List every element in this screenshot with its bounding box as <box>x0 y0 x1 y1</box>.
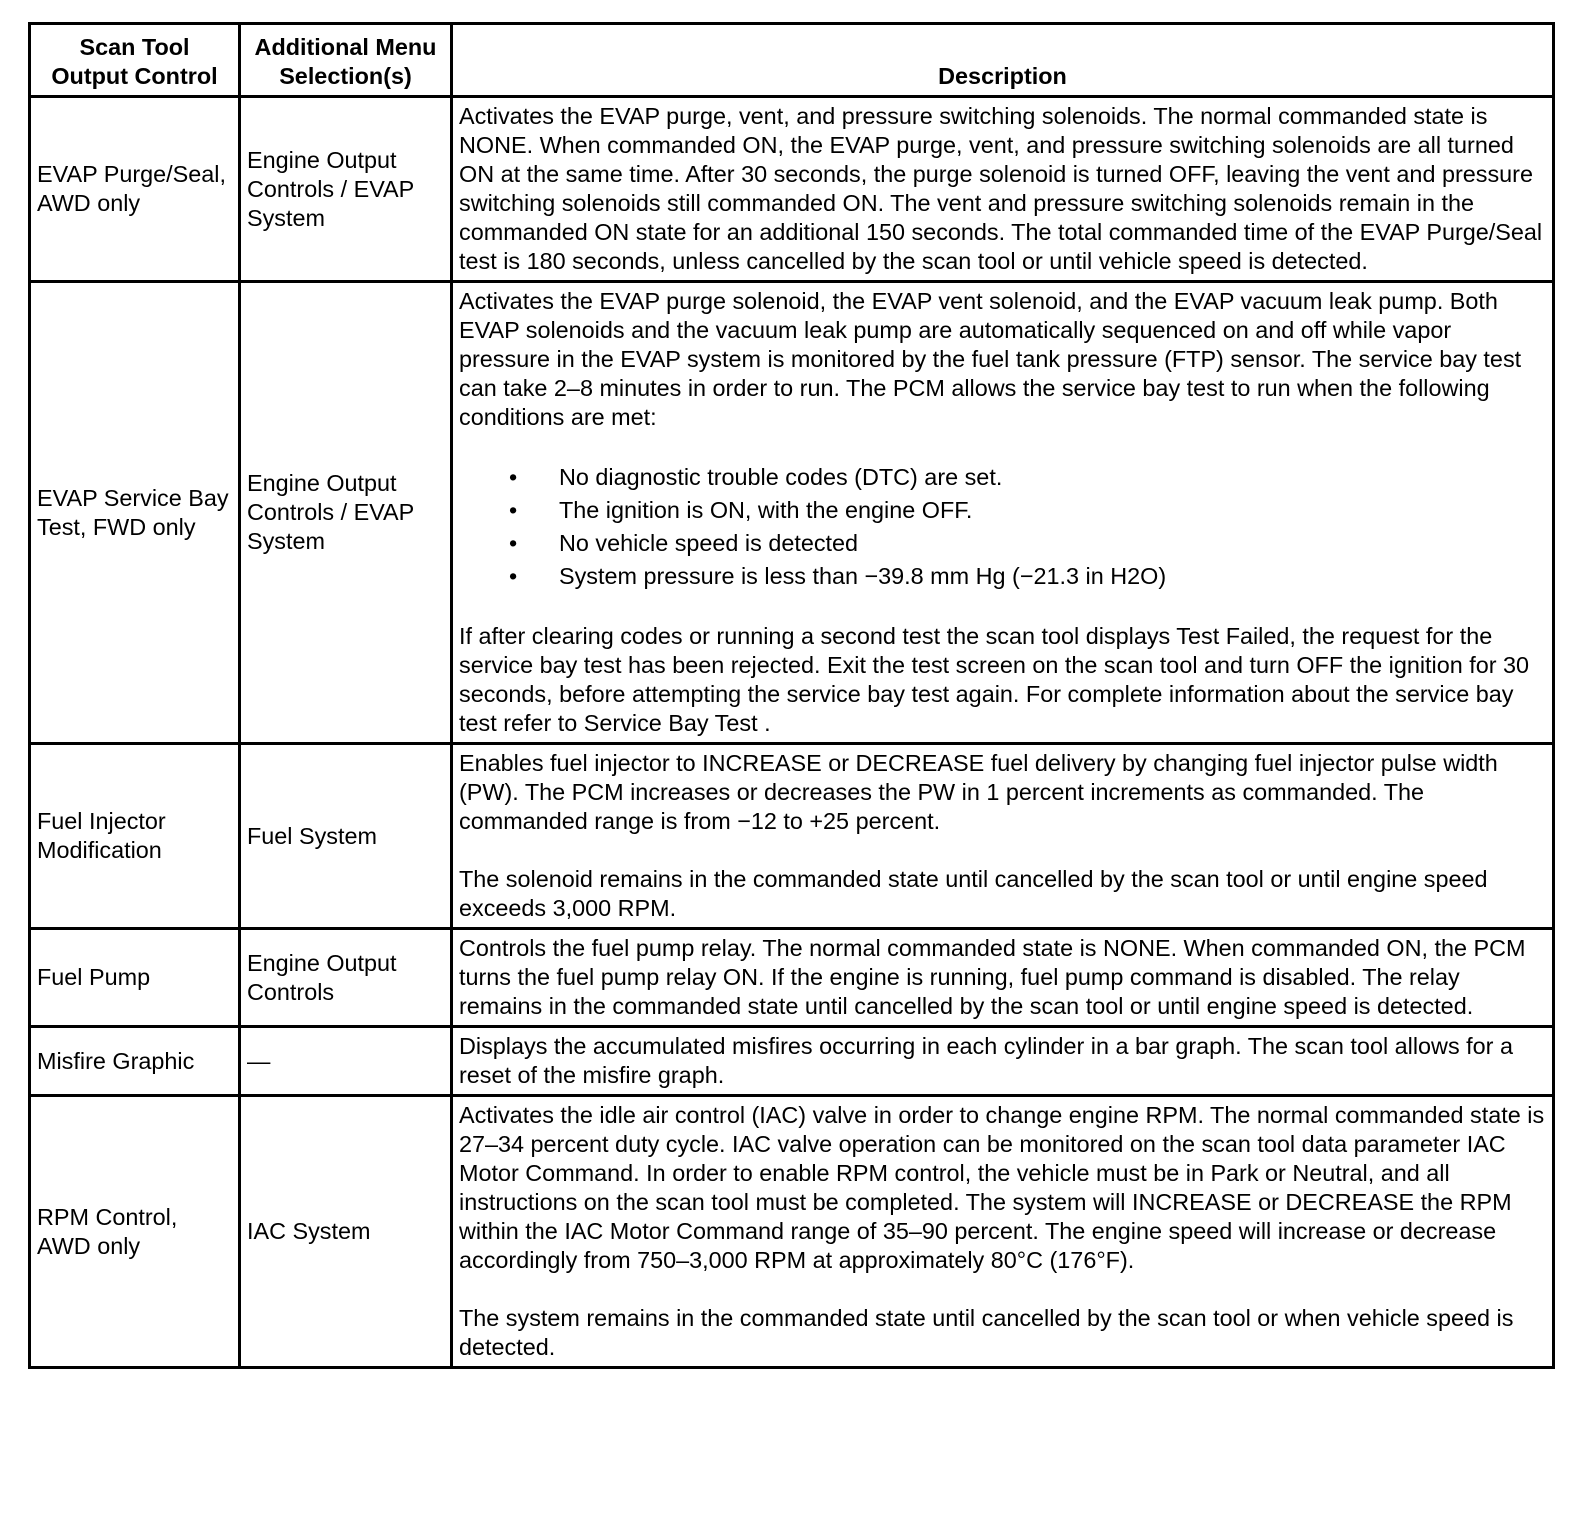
list-item <box>459 527 1547 560</box>
output-control-cell: Misfire Graphic <box>30 1027 240 1096</box>
bullet-icon: • <box>509 497 518 523</box>
description-paragraph: Displays the accumulated misfires occurring in each cylinder in a bar graph. The scan tool allows for a reset of the misfire graph. <box>459 1033 1513 1088</box>
bullet-icon: • <box>509 464 518 490</box>
description-cell <box>452 97 1554 282</box>
menu-selection-cell: Fuel System <box>240 744 452 929</box>
table-row <box>30 929 1554 1027</box>
header-scan-tool-output-control <box>30 24 240 97</box>
output-control-cell: EVAP Service Bay Test, FWD only <box>30 282 240 744</box>
menu-selection-cell: IAC System <box>240 1096 452 1368</box>
header-line: Description <box>938 63 1067 89</box>
table-row <box>30 282 1554 744</box>
menu-selection-cell: — <box>240 1027 452 1096</box>
description-cell <box>452 744 1554 929</box>
list-item <box>459 461 1547 494</box>
header-additional-menu-selections <box>240 24 452 97</box>
description-cell <box>452 929 1554 1027</box>
header-line: Output Control <box>51 63 218 89</box>
list-item <box>459 494 1547 527</box>
description-paragraph: Activates the EVAP purge, vent, and pressure switching solenoids. The normal commanded state is NONE. When commanded ON, the EVAP purge, vent, and pressure switching solenoids are all turned ON at the same time. After 30 seconds, the purge solenoid is turned OFF, leaving the vent and pressure switching solenoids still commanded ON. The vent and pressure switching solenoids remain in the commanded ON state for an additional 150 seconds. The total commanded time of the EVAP Purge/Seal test is 180 seconds, unless cancelled by the scan tool or until vehicle speed is detected. <box>459 103 1543 274</box>
menu-selection-cell: Engine Output Controls / EVAP System <box>240 97 452 282</box>
header-line: Additional Menu <box>254 34 437 60</box>
description-paragraph: The solenoid remains in the commanded state until cancelled by the scan tool or until engine speed exceeds 3,000 RPM. <box>459 866 1488 921</box>
header-description <box>452 24 1554 97</box>
condition-text: System pressure is less than −39.8 mm Hg (−21.3 in H2O) <box>559 563 1167 589</box>
description-paragraph: Controls the fuel pump relay. The normal commanded state is NONE. When commanded ON, the PCM turns the fuel pump relay ON. If the engine is running, fuel pump command is disabled. The relay remains in the commanded state until cancelled by the scan tool or until engine speed is detected. <box>459 935 1526 1019</box>
description-paragraph: Activates the EVAP purge solenoid, the EVAP vent solenoid, and the EVAP vacuum leak pump. Both EVAP solenoids and the vacuum leak pump are automatically sequenced on and off while vapor pressure in the EVAP system is monitored by the fuel tank pressure (FTP) sensor. The service bay test can take 2–8 minutes in order to run. The PCM allows the service bay test to run when the following conditions are met: <box>459 288 1522 430</box>
header-line: Scan Tool <box>79 34 190 60</box>
header-line: Selection(s) <box>279 63 412 89</box>
conditions-list <box>459 461 1547 593</box>
condition-text: No diagnostic trouble codes (DTC) are set. <box>559 464 1003 490</box>
output-control-cell: Fuel Injector Modification <box>30 744 240 929</box>
description-paragraph: The system remains in the commanded state until cancelled by the scan tool or when vehicle speed is detected. <box>459 1305 1514 1360</box>
output-control-cell: Fuel Pump <box>30 929 240 1027</box>
description-cell <box>452 1027 1554 1096</box>
scan-tool-output-controls-table <box>28 22 1555 1369</box>
bullet-icon: • <box>509 563 518 589</box>
list-item <box>459 560 1547 593</box>
condition-text: The ignition is ON, with the engine OFF. <box>559 497 973 523</box>
description-paragraph: Enables fuel injector to INCREASE or DECREASE fuel delivery by changing fuel injector pulse width (PW). The PCM increases or decreases the PW in 1 percent increments as commanded. The commanded range is from −12 to +25 percent. <box>459 750 1498 834</box>
header-row <box>30 24 1554 97</box>
table-row <box>30 1096 1554 1368</box>
menu-selection-cell: Engine Output Controls / EVAP System <box>240 282 452 744</box>
description-cell <box>452 1096 1554 1368</box>
output-control-cell: RPM Control, AWD only <box>30 1096 240 1368</box>
menu-selection-cell: Engine Output Controls <box>240 929 452 1027</box>
description-cell <box>452 282 1554 744</box>
description-paragraph: Activates the idle air control (IAC) valve in order to change engine RPM. The normal commanded state is 27–34 percent duty cycle. IAC valve operation can be monitored on the scan tool data parameter IAC Motor Command. In order to enable RPM control, the vehicle must be in Park or Neutral, and all instructions on the scan tool must be completed. The system will INCREASE or DECREASE the RPM within the IAC Motor Command range of 35–90 percent. The engine speed will increase or decrease accordingly from 750–3,000 RPM at approximately 80°C (176°F). <box>459 1102 1545 1273</box>
description-paragraph: If after clearing codes or running a second test the scan tool displays Test Failed, the request for the service bay test has been rejected. Exit the test screen on the scan tool and turn OFF the ignition for 30 seconds, before attempting the service bay test again. For complete information about the service bay test refer to Service Bay Test . <box>459 623 1530 736</box>
table-row <box>30 744 1554 929</box>
table-row <box>30 1027 1554 1096</box>
bullet-icon: • <box>509 530 518 556</box>
table-row <box>30 97 1554 282</box>
output-control-cell: EVAP Purge/Seal, AWD only <box>30 97 240 282</box>
condition-text: No vehicle speed is detected <box>559 530 859 556</box>
